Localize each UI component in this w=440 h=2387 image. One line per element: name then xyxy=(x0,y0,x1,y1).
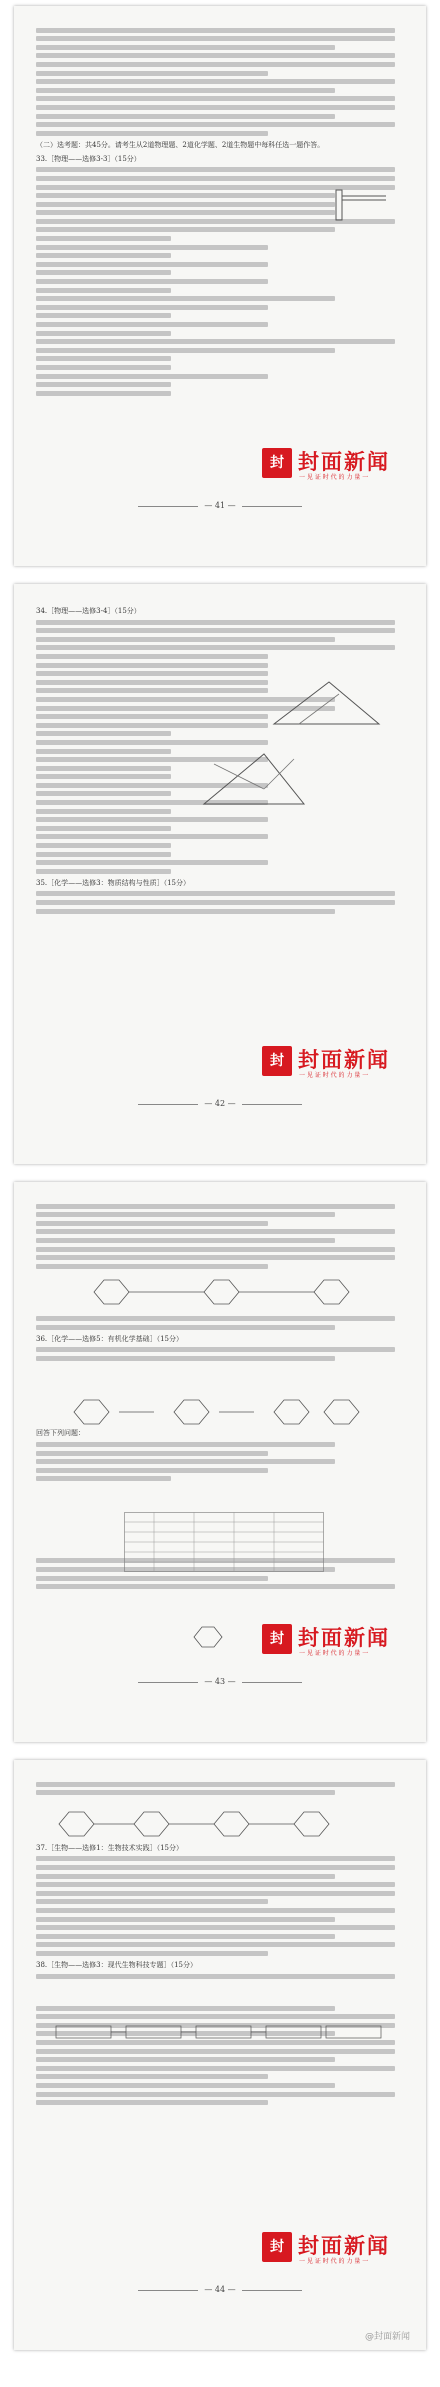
text-line xyxy=(36,28,395,33)
text-line xyxy=(36,374,268,379)
molecule-structure xyxy=(74,1272,374,1312)
brand-logo xyxy=(262,1622,412,1662)
text-line xyxy=(36,843,171,848)
text-line xyxy=(36,45,335,50)
brand-mark-icon: 封 xyxy=(262,1624,292,1654)
text-line xyxy=(36,852,171,857)
question-heading: 35.［化学——选修3：物质结构与性质］（15分） xyxy=(36,878,190,887)
text-line xyxy=(36,114,335,119)
text-line xyxy=(36,88,335,93)
question-heading: 36.［化学——选修5：有机化学基础］（15分） xyxy=(36,1334,183,1343)
brand-tagline: 一 见 证 时 代 的 力 量 一 xyxy=(299,1072,369,1079)
text-line xyxy=(36,227,335,232)
text-line xyxy=(36,834,268,839)
brand-mark-icon: 封 xyxy=(262,2232,292,2262)
page-number: — 42 — xyxy=(14,1099,426,1108)
text-line xyxy=(36,36,395,41)
brand-tagline: 一 见 证 时 代 的 力 量 一 xyxy=(299,2258,369,2265)
exam-page-1 xyxy=(14,6,426,566)
question-heading: 38.［生物——选修3：现代生物科技专题］（15分） xyxy=(36,1960,197,1969)
text-line xyxy=(36,288,171,293)
text-line xyxy=(36,620,395,625)
text-line xyxy=(36,1442,335,1447)
text-line xyxy=(36,1255,395,1260)
section-heading: （二）选考题：共45分。请考生从2道物理题、2道化学题、2道生物题中每科任选一题作答。 xyxy=(36,140,325,149)
text-line xyxy=(36,296,335,301)
text-line xyxy=(36,731,171,736)
text-line xyxy=(36,900,395,905)
text-line xyxy=(36,2100,268,2105)
text-line xyxy=(36,791,171,796)
text-line xyxy=(36,1451,268,1456)
text-line xyxy=(36,313,171,318)
text-line xyxy=(36,202,335,207)
text-line xyxy=(36,1347,395,1352)
brand-mark-icon: 封 xyxy=(262,1046,292,1076)
brand-logo xyxy=(262,2230,412,2270)
data-table-grid xyxy=(124,1512,324,1572)
text-line xyxy=(36,305,268,310)
text-line xyxy=(36,1229,395,1234)
text-line xyxy=(36,826,171,831)
molecule-small xyxy=(184,1622,244,1652)
text-line xyxy=(36,193,335,198)
text-line xyxy=(36,723,268,728)
text-line xyxy=(36,365,171,370)
text-line xyxy=(36,1790,335,1795)
reaction-scheme xyxy=(54,1382,394,1442)
text-line xyxy=(36,71,268,76)
text-line xyxy=(36,688,268,693)
text-line xyxy=(36,1908,395,1913)
text-line xyxy=(36,1882,395,1887)
text-line xyxy=(36,131,268,136)
text-line xyxy=(36,1576,268,1581)
text-line xyxy=(36,279,268,284)
text-line xyxy=(36,1782,395,1787)
text-line xyxy=(36,2049,395,2054)
text-line xyxy=(36,909,335,914)
brand-tagline: 一 见 证 时 代 的 力 量 一 xyxy=(299,474,369,481)
brand-mark-icon: 封 xyxy=(262,448,292,478)
process-flowchart xyxy=(54,2022,384,2042)
text-line xyxy=(36,262,268,267)
brand-name: 封面新闻 xyxy=(298,1048,390,1072)
text-line xyxy=(36,663,268,668)
question-heading: 回答下列问题： xyxy=(36,1429,85,1438)
text-line xyxy=(36,339,395,344)
text-line xyxy=(36,1891,395,1896)
text-line xyxy=(36,331,171,336)
text-line xyxy=(36,2074,268,2079)
text-line xyxy=(36,2083,335,2088)
prism-diagram xyxy=(269,674,389,734)
text-line xyxy=(36,645,395,650)
text-line xyxy=(36,1204,395,1209)
text-line xyxy=(36,809,171,814)
text-line xyxy=(36,1247,395,1252)
text-line xyxy=(36,817,268,822)
text-line xyxy=(36,236,171,241)
text-line xyxy=(36,1942,395,1947)
text-line xyxy=(36,637,335,642)
text-line xyxy=(36,1951,268,1956)
question-heading: 34.［物理——选修3-4］（15分） xyxy=(36,607,141,615)
page-number: — 43 — xyxy=(14,1677,426,1686)
text-line xyxy=(36,654,268,659)
brand-tagline: 一 见 证 时 代 的 力 量 一 xyxy=(299,1650,369,1657)
figure-spacer xyxy=(36,1982,410,2002)
text-line xyxy=(36,1238,335,1243)
text-line xyxy=(36,96,395,101)
exam-page-2 xyxy=(14,584,426,1164)
text-line xyxy=(36,105,395,110)
exam-page-3 xyxy=(14,1182,426,1742)
text-line xyxy=(36,62,395,67)
text-line xyxy=(36,1584,395,1589)
text-line xyxy=(36,1212,335,1217)
text-line xyxy=(36,860,268,865)
text-line xyxy=(36,176,395,181)
text-line xyxy=(36,671,268,676)
text-line xyxy=(36,2014,395,2019)
question-heading: 37.［生物——选修1：生物技术实践］（15分） xyxy=(36,1843,183,1852)
text-line xyxy=(36,2066,395,2071)
text-line xyxy=(36,391,171,396)
text-line xyxy=(36,79,395,84)
text-line xyxy=(36,210,335,215)
text-line xyxy=(36,1874,335,1879)
text-line xyxy=(36,2092,395,2097)
brand-logo xyxy=(262,1044,412,1084)
text-line xyxy=(36,869,171,874)
text-line xyxy=(36,2057,335,2062)
text-line xyxy=(36,270,171,275)
page-number: — 41 — xyxy=(14,501,426,510)
text-line xyxy=(36,322,268,327)
brand-name: 封面新闻 xyxy=(298,1626,390,1650)
text-line xyxy=(36,1459,335,1464)
watermark-text: @封面新闻 xyxy=(364,2332,410,2342)
text-line xyxy=(36,1356,335,1361)
text-line xyxy=(36,1264,268,1269)
brand-name: 封面新闻 xyxy=(298,450,390,474)
text-line xyxy=(36,1865,395,1870)
text-line xyxy=(36,1899,268,1904)
text-line xyxy=(36,1934,335,1939)
text-line xyxy=(36,1856,395,1861)
text-line xyxy=(36,1325,335,1330)
text-line xyxy=(36,2006,335,2011)
text-line xyxy=(36,628,395,633)
text-line xyxy=(36,356,171,361)
text-line xyxy=(36,122,395,127)
text-line xyxy=(36,53,395,58)
brand-name: 封面新闻 xyxy=(298,2234,390,2258)
text-line xyxy=(36,891,395,896)
tube-diagram xyxy=(326,186,396,226)
text-line xyxy=(36,382,171,387)
page-number: — 44 — xyxy=(14,2285,426,2294)
exam-page-4 xyxy=(14,1760,426,2350)
text-line xyxy=(36,766,171,771)
text-line xyxy=(36,774,171,779)
text-line xyxy=(36,348,335,353)
ray-diagram xyxy=(194,744,314,814)
text-line xyxy=(36,1974,395,1979)
text-line xyxy=(36,1476,171,1481)
text-line xyxy=(36,749,171,754)
text-line xyxy=(36,1316,395,1321)
text-line xyxy=(36,1221,268,1226)
text-line xyxy=(36,167,395,172)
text-line xyxy=(36,1917,335,1922)
text-line xyxy=(36,680,268,685)
text-line xyxy=(36,1468,268,1473)
brand-logo xyxy=(262,446,412,486)
text-line xyxy=(36,253,171,258)
question-heading: 33.［物理——选修3-3］（15分） xyxy=(36,154,141,163)
text-line xyxy=(36,1925,395,1930)
text-line xyxy=(36,245,268,250)
molecule-scheme xyxy=(44,1804,384,1844)
page-1-content xyxy=(36,24,410,496)
text-line xyxy=(36,714,268,719)
